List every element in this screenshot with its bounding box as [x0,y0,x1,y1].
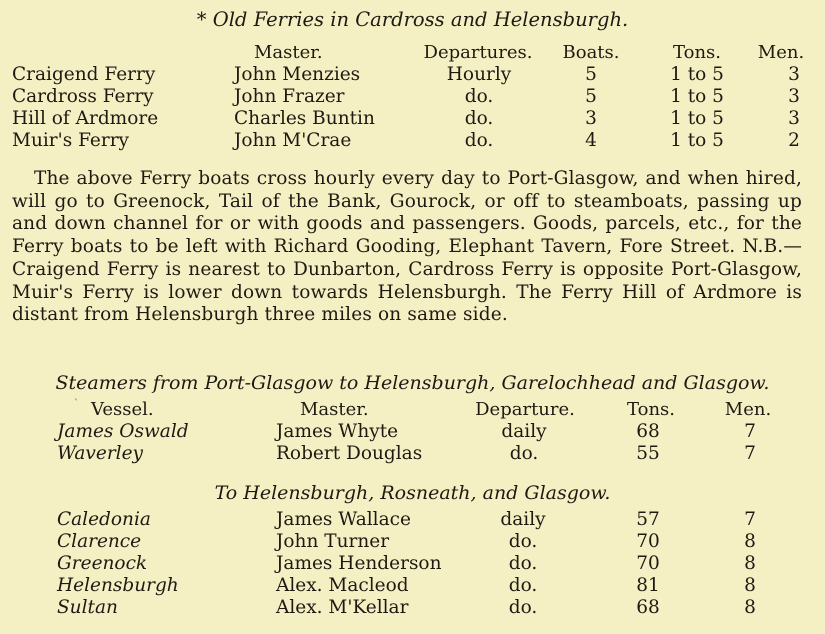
header-departures: Departures. [423,42,533,63]
ferry-men: 3 [788,64,800,85]
table-row [0,509,825,531]
ferry-boats: 3 [585,108,597,129]
header-men: Men. [757,42,805,63]
steamers-port-glasgow-title: Steamers from Port-Glasgow to Helensburgh, Garelochhead and Glasgow. [55,372,770,394]
ferry-boats: 5 [585,86,597,107]
ferry-master: John Frazer [234,86,345,107]
header-master: Master. [254,42,323,63]
ferry-men: 2 [788,130,800,151]
ferry-departures: do. [464,130,494,151]
ferry-name: Hill of Ardmore [12,108,159,129]
steamers-header-row [0,399,825,421]
header-tons: Tons. [673,42,721,63]
header-boats: Boats. [562,42,620,63]
vessel-tons: 68 [636,597,660,618]
vessel-master: James Whyte [276,421,399,442]
vessel-name: Clarence [57,531,142,552]
vessel-tons: 70 [636,553,660,574]
vessel-master: James Henderson [276,553,442,574]
ferry-boats: 5 [585,64,597,85]
vessel-men: 7 [744,421,756,442]
vessel-tons: 70 [636,531,660,552]
vessel-master: James Wallace [276,509,411,530]
printing-mark: ˋ [74,399,79,410]
vessel-departure: do. [508,531,538,552]
header-men: Men. [724,399,772,420]
table-row [0,597,825,619]
ferry-boats: 4 [585,130,597,151]
table-row [0,86,825,108]
vessel-name: Waverley [57,443,143,464]
vessel-name: James Oswald [57,421,189,442]
vessel-tons: 68 [636,421,660,442]
vessel-departure: do. [509,443,539,464]
ferry-master: Charles Buntin [234,108,375,129]
ferry-master: John M'Crae [234,130,352,151]
vessel-departure: do. [508,575,538,596]
table-row [0,130,825,152]
header-master: Master. [300,399,369,420]
vessel-men: 8 [744,575,756,596]
ferry-name: Cardross Ferry [12,86,154,107]
ferry-tons: 1 to 5 [670,86,724,107]
ferry-name: Craigend Ferry [12,64,156,85]
vessel-men: 8 [744,531,756,552]
vessel-tons: 57 [636,509,660,530]
ferry-tons: 1 to 5 [670,130,724,151]
header-vessel: Vessel. [91,399,154,420]
ferry-name: Muir's Ferry [12,130,129,151]
ferry-master: John Menzies [234,64,361,85]
vessel-men: 8 [744,597,756,618]
ferry-tons: 1 to 5 [670,64,724,85]
vessel-departure: daily [500,509,546,530]
vessel-name: Greenock [57,553,148,574]
ferry-notes-paragraph: The above Ferry boats cross hourly every day to Port-Glasgow, and when hired, will go to Greenock, Tail of the Bank, Gourock, or off to steamboats, passing up and down channel for or with goods and passengers. Goods, parcels, etc., for the Ferry boats to be left with Richard Gooding, Elephant Tavern, Fore Street. N.B.—Craigend Ferry is nearest to Dunbarton, Cardross Ferry is opposite Port-Glasgow, Muir's Ferry is lower down towards Helensburgh. The Ferry Hill of Ardmore is distant from Helensburgh three miles on same side. [12,168,802,326]
table-row [0,575,825,597]
ferries-header-row [0,42,825,64]
table-row [0,443,825,465]
header-tons: Tons. [627,399,675,420]
vessel-name: Sultan [57,597,118,618]
ferry-departures: do. [464,86,494,107]
ferry-men: 3 [788,86,800,107]
vessel-master: Alex. Macleod [276,575,409,596]
ferries-title: * Old Ferries in Cardross and Helensburgh. [196,8,629,31]
vessel-master: Robert Douglas [276,443,423,464]
vessel-tons: 55 [636,443,660,464]
table-row [0,553,825,575]
vessel-departure: daily [501,421,547,442]
vessel-name: Caledonia [57,509,151,530]
table-row [0,64,825,86]
vessel-name: Helensburgh [57,575,179,596]
table-row [0,108,825,130]
ferry-departures: Hourly [446,64,512,85]
ferry-departures: do. [464,108,494,129]
vessel-men: 7 [744,443,756,464]
vessel-master: John Turner [276,531,390,552]
vessel-tons: 81 [636,575,660,596]
vessel-men: 7 [744,509,756,530]
ferry-tons: 1 to 5 [670,108,724,129]
header-departure: Departure. [475,399,575,420]
steamers-rosneath-title: To Helensburgh, Rosneath, and Glasgow. [214,482,611,504]
vessel-departure: do. [508,597,538,618]
vessel-master: Alex. M'Kellar [276,597,409,618]
table-row [0,421,825,443]
vessel-men: 8 [744,553,756,574]
vessel-departure: do. [508,553,538,574]
ferry-men: 3 [788,108,800,129]
table-row [0,531,825,553]
